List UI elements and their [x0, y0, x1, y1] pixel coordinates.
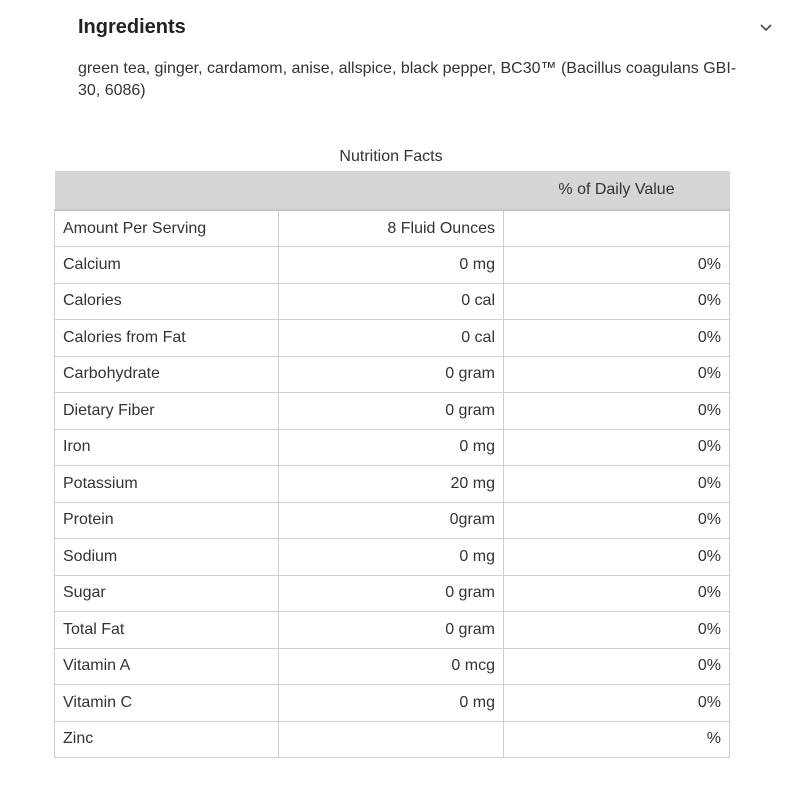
- nutrient-cell: Zinc: [55, 721, 279, 758]
- nutrient-cell: Amount Per Serving: [55, 210, 279, 247]
- amount-cell: 0 mg: [279, 247, 504, 284]
- amount-cell: 0 mg: [279, 685, 504, 722]
- percent-cell: 0%: [504, 429, 730, 466]
- nutrition-table-body: [55, 210, 730, 758]
- amount-cell: 0 cal: [279, 283, 504, 320]
- table-row: [55, 210, 730, 247]
- amount-cell: 20 mg: [279, 466, 504, 503]
- header-amount: [279, 171, 504, 210]
- table-header-row: [55, 171, 730, 210]
- nutrient-cell: Iron: [55, 429, 279, 466]
- nutrient-cell: Dietary Fiber: [55, 393, 279, 430]
- table-row: [55, 466, 730, 503]
- nutrient-cell: Total Fat: [55, 612, 279, 649]
- percent-cell: 0%: [504, 247, 730, 284]
- percent-cell: 0%: [504, 356, 730, 393]
- nutrient-cell: Vitamin A: [55, 648, 279, 685]
- table-row: [55, 283, 730, 320]
- ingredients-header[interactable]: [78, 12, 768, 42]
- table-row: [55, 502, 730, 539]
- percent-cell: %: [504, 721, 730, 758]
- nutrition-table: [54, 171, 730, 758]
- table-row: [55, 575, 730, 612]
- percent-cell: 0%: [504, 575, 730, 612]
- percent-cell: 0%: [504, 393, 730, 430]
- table-row: [55, 612, 730, 649]
- nutrient-cell: Potassium: [55, 466, 279, 503]
- percent-cell: 0%: [504, 502, 730, 539]
- percent-cell: 0%: [504, 466, 730, 503]
- percent-cell: 0%: [504, 539, 730, 576]
- amount-cell: 0 gram: [279, 356, 504, 393]
- header-nutrient: [55, 171, 279, 210]
- amount-cell: 0gram: [279, 502, 504, 539]
- amount-cell: 0 gram: [279, 575, 504, 612]
- amount-cell: 0 mg: [279, 429, 504, 466]
- nutrient-cell: Calcium: [55, 247, 279, 284]
- nutrient-cell: Sugar: [55, 575, 279, 612]
- nutrient-cell: Calories: [55, 283, 279, 320]
- table-row: [55, 356, 730, 393]
- table-row: [55, 247, 730, 284]
- amount-cell: 0 mg: [279, 539, 504, 576]
- nutrient-cell: Protein: [55, 502, 279, 539]
- table-row: [55, 685, 730, 722]
- ingredients-text: green tea, ginger, cardamom, anise, allspice, black pepper, BC30™ (Bacillus coagulans GBI-30, 6086): [78, 60, 737, 99]
- table-row: [55, 429, 730, 466]
- table-row: [55, 721, 730, 758]
- nutrient-cell: Carbohydrate: [55, 356, 279, 393]
- ingredients-title: Ingredients: [78, 15, 186, 38]
- amount-cell: 0 mcg: [279, 648, 504, 685]
- nutrient-cell: Calories from Fat: [55, 320, 279, 357]
- chevron-down-icon[interactable]: [752, 13, 780, 41]
- amount-cell: 0 gram: [279, 612, 504, 649]
- amount-cell: [279, 721, 504, 758]
- percent-cell: 0%: [504, 685, 730, 722]
- amount-cell: 8 Fluid Ounces: [279, 210, 504, 247]
- nutrient-cell: Vitamin C: [55, 685, 279, 722]
- table-row: [55, 539, 730, 576]
- nutrition-facts-caption: Nutrition Facts: [339, 148, 443, 165]
- table-row: [55, 648, 730, 685]
- nutrient-cell: Sodium: [55, 539, 279, 576]
- percent-cell: 0%: [504, 612, 730, 649]
- table-row: [55, 320, 730, 357]
- table-row: [55, 393, 730, 430]
- amount-cell: 0 gram: [279, 393, 504, 430]
- percent-cell: 0%: [504, 283, 730, 320]
- percent-cell: [504, 210, 730, 247]
- percent-cell: 0%: [504, 320, 730, 357]
- header-daily-value: % of Daily Value: [504, 171, 730, 210]
- amount-cell: 0 cal: [279, 320, 504, 357]
- percent-cell: 0%: [504, 648, 730, 685]
